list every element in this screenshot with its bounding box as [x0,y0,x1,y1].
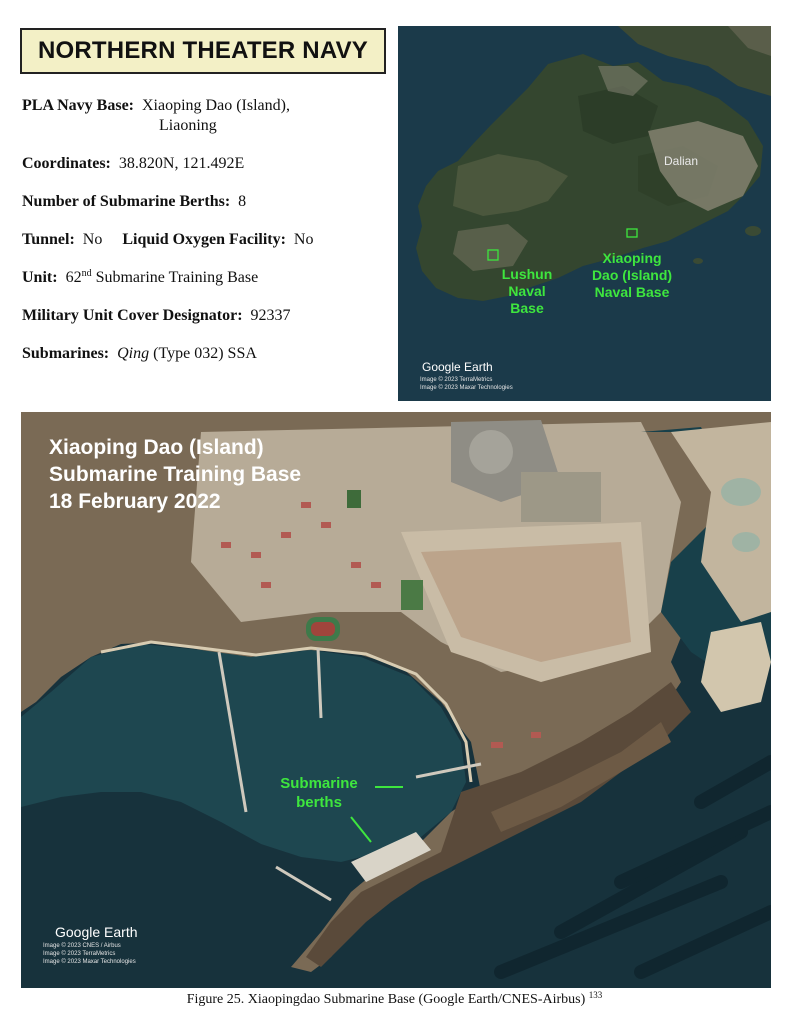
label-submarine-berths: Submarine berths [280,775,358,811]
google-earth-logo-top: Google Earth [422,360,493,374]
footnote-ref: 133 [588,990,603,1000]
figure-caption: Figure 25. Xiaopingdao Submarine Base (Google Earth/CNES-Airbus) $^{133}$ [186,990,603,1007]
fact-base: PLA Navy Base: Xiaoping Dao (Island), [22,97,290,114]
section-title-box [20,28,386,74]
fact-berths: Number of Submarine Berths: 8 [22,193,247,210]
fact-submarines: Submarines: Qing (Type 032) SSA [22,345,257,362]
label-lushun-naval-base: Lushun Naval Base [501,266,553,316]
section-title: NORTHERN THEATER NAVY [38,37,368,64]
label-xiaoping-naval-base: Xiaoping Dao (Island) Naval Base [591,250,673,300]
google-earth-logo-bottom: Google Earth [55,924,138,940]
fact-unit: Unit: 62nd Submarine Training Base [22,268,259,286]
fact-tunnel-lox: Tunnel: No Liquid Oxygen Facility: No [22,231,314,248]
detail-satellite-map [21,412,771,988]
city-label-dalian: Dalian [664,154,699,168]
image-credits-bottom: Image © 2023 CNES / Airbus Image © 2023 TerraMetrics Image © 2023 Maxar Technologies [43,943,136,965]
detail-map-title: Xiaoping Dao (Island) Submarine Training Base 18 February 2022 [49,436,302,513]
fact-base-line2: Liaoning [159,117,217,134]
fact-mucd: Military Unit Cover Designator: 92337 [22,307,291,324]
overview-map-graphic [398,26,771,401]
overview-satellite-map [398,26,771,401]
fact-coordinates: Coordinates: 38.820N, 121.492E [22,155,245,172]
image-credits-top: Image © 2023 TerraMetrics Image © 2023 Maxar Technologies [420,377,513,391]
